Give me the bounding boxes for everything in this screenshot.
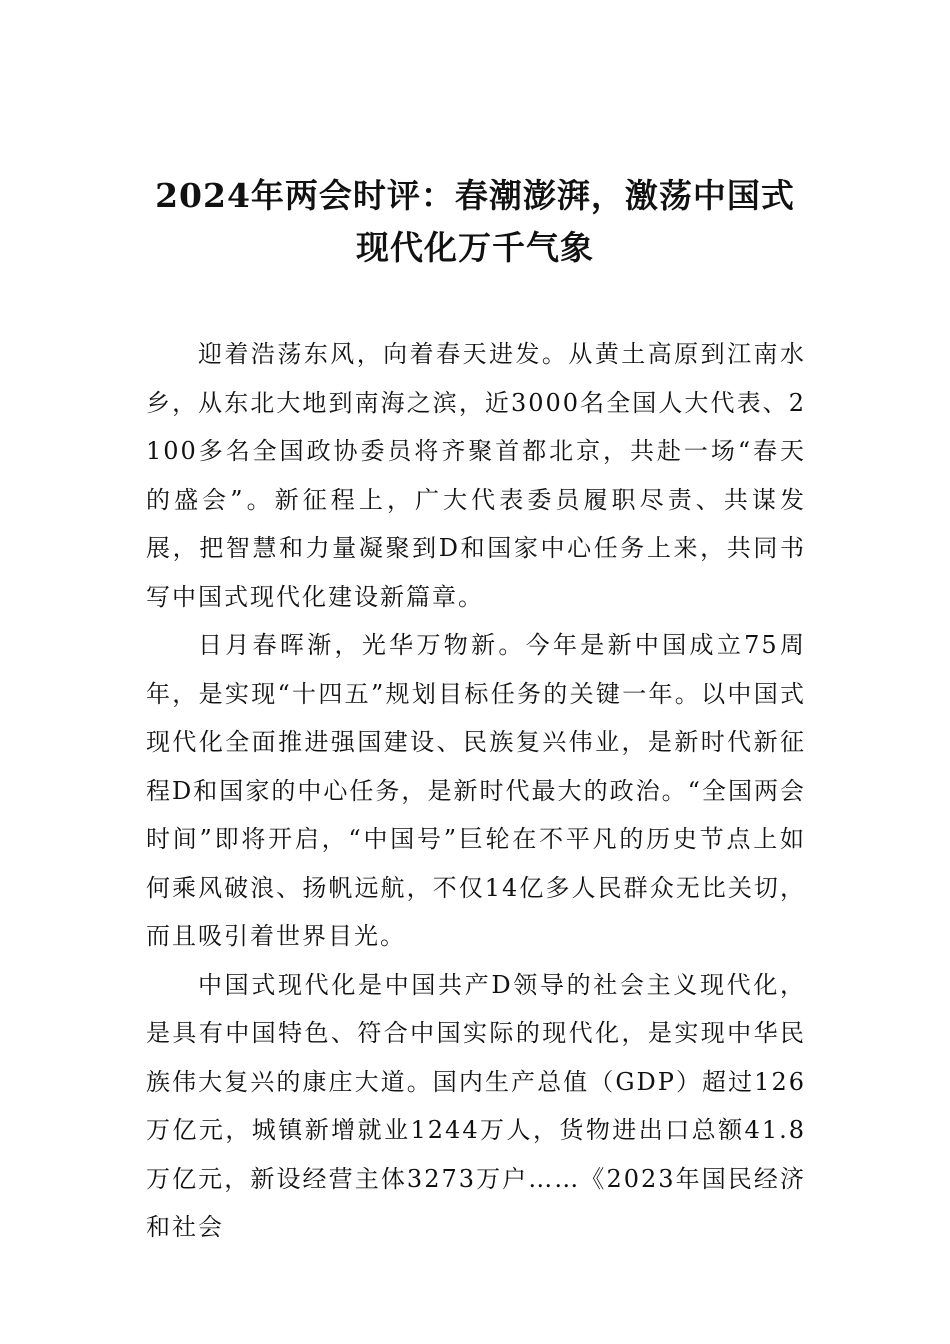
paragraph-1: 迎着浩荡东风，向着春天进发。从黄土高原到江南水乡，从东北大地到南海之滨，近3000名全国人大代表、2100多名全国政协委员将齐聚首都北京，共赴一场“春天的盛会”。新征程上，广大代表委员履职尽责、共谋发展，把智慧和力量凝聚到D和国家中心任务上来，共同书写中国式现代化建设新篇章。 [146,340,806,611]
document-title: 2024年两会时评：春潮澎湃，激荡中国式现代化万千气象 [155,176,795,267]
document-body [146,330,806,1252]
paragraph-2: 日月春晖渐，光华万物新。今年是新中国成立75周年，是实现“十四五”规划目标任务的关键一年。以中国式现代化全面推进强国建设、民族复兴伟业，是新时代新征程D和国家的中心任务，是新时代最大的政治。“全国两会时间”即将开启，“中国号”巨轮在不平凡的历史节点上如何乘风破浪、扬帆远航，不仅14亿多人民群众无比关切，而且吸引着世界目光。 [146,631,806,950]
paragraph-3: 中国式现代化是中国共产D领导的社会主义现代化，是具有中国特色、符合中国实际的现代化，是实现中华民族伟大复兴的康庄大道。国内生产总值（GDP）超过126万亿元，城镇新增就业1244万人，货物进出口总额41.8万亿元，新设经营主体3273万户……《2023年国民经济和社会 [146,970,806,1241]
